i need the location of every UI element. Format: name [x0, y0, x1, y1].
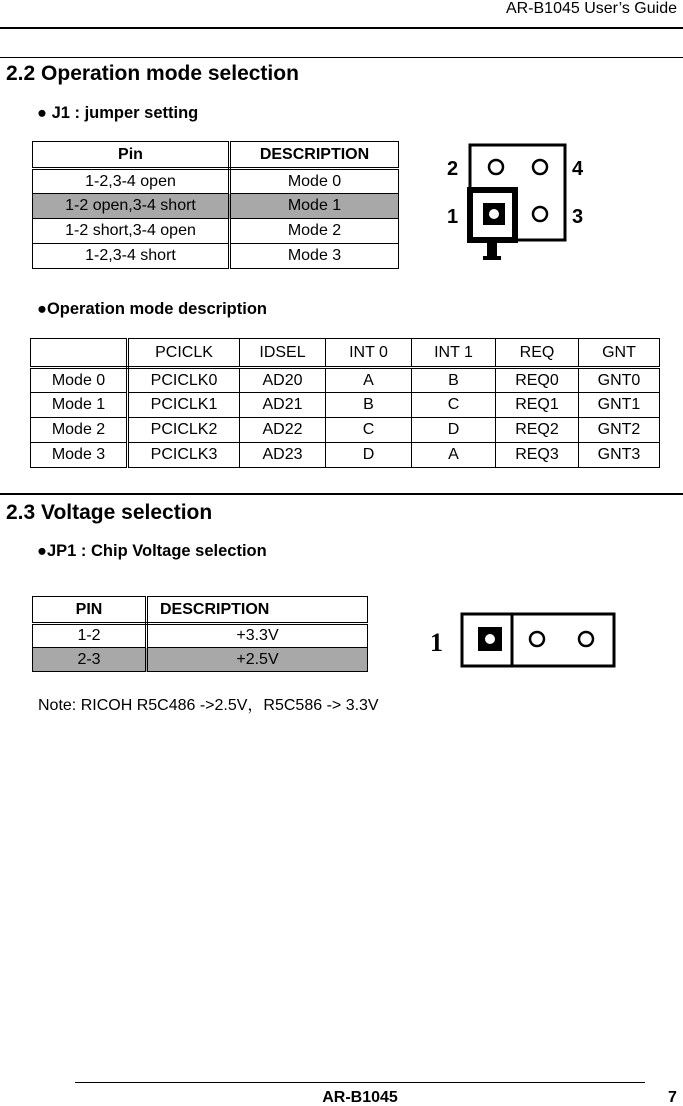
- bullet-icon: ●: [37, 300, 47, 318]
- j1-label: [37, 104, 198, 123]
- j1-label-text: J1 : jumper setting: [51, 104, 199, 122]
- jp1-label: [37, 542, 267, 561]
- table-cell: AD20: [240, 368, 326, 393]
- section-heading-2-3: 2.3 Voltage selection: [6, 501, 213, 524]
- pin-label: 2: [447, 158, 459, 180]
- table-cell: REQ2: [496, 418, 579, 443]
- table-cell: Mode 2: [31, 418, 128, 443]
- table-cell: GNT0: [579, 368, 660, 393]
- table-row: [33, 624, 368, 648]
- table-row: [33, 648, 368, 672]
- table-cell: REQ1: [496, 393, 579, 418]
- pin-label: 1: [430, 628, 443, 657]
- table-cell: PCICLK3: [128, 443, 240, 468]
- section-heading-2-2: 2.2 Operation mode selection: [6, 62, 299, 85]
- table-header: PCICLK: [128, 339, 240, 368]
- header-rule: [0, 27, 683, 29]
- table-header: DESCRIPTION: [230, 142, 399, 169]
- page-number: 7: [668, 1089, 677, 1106]
- section-rule: [0, 493, 683, 495]
- table-cell: B: [412, 368, 496, 393]
- table-cell: 1-2: [33, 624, 147, 648]
- table-header: Pin: [33, 142, 230, 169]
- table-row: [33, 244, 399, 269]
- table-cell: REQ3: [496, 443, 579, 468]
- table-cell: GNT3: [579, 443, 660, 468]
- pin-label: 3: [572, 206, 584, 228]
- table-cell: REQ0: [496, 368, 579, 393]
- table-cell: Mode 1: [31, 393, 128, 418]
- jp1-label-text: JP1 : Chip Voltage selection: [46, 542, 267, 560]
- pin-label: 1: [447, 206, 459, 228]
- table-cell: +2.5V: [147, 648, 368, 672]
- opmode-label-text: Operation mode description: [46, 300, 267, 318]
- table-cell: 2-3: [33, 648, 147, 672]
- table-header: [31, 339, 128, 368]
- bullet-icon: ●: [37, 542, 47, 560]
- table-cell: PCICLK2: [128, 418, 240, 443]
- table-row: [31, 418, 660, 443]
- table-header: DESCRIPTION: [147, 597, 368, 624]
- table-cell: B: [326, 393, 412, 418]
- table-cell: +3.3V: [147, 624, 368, 648]
- table-cell: Mode 2: [230, 219, 399, 244]
- table-cell: PCICLK1: [128, 393, 240, 418]
- table-cell: GNT2: [579, 418, 660, 443]
- table-cell: C: [412, 393, 496, 418]
- table-cell: 1-2,3-4 open: [33, 169, 230, 194]
- jp1-table: [32, 596, 368, 672]
- jp1-jumper-diagram: [425, 605, 625, 675]
- table-cell: 1-2 open,3-4 short: [33, 194, 230, 219]
- opmode-label: [37, 300, 267, 319]
- bullet-icon: ●: [37, 104, 52, 122]
- table-cell: D: [326, 443, 412, 468]
- opmode-table: [30, 338, 660, 468]
- table-cell: D: [412, 418, 496, 443]
- table-cell: Mode 3: [31, 443, 128, 468]
- table-cell: A: [412, 443, 496, 468]
- table-cell: 1-2,3-4 short: [33, 244, 230, 269]
- pin-label: 4: [572, 158, 584, 180]
- table-cell: Mode 0: [31, 368, 128, 393]
- table-cell: AD22: [240, 418, 326, 443]
- table-cell: PCICLK0: [128, 368, 240, 393]
- table-row: [31, 393, 660, 418]
- table-cell: 1-2 short,3-4 open: [33, 219, 230, 244]
- table-row: [33, 194, 399, 219]
- table-cell: A: [326, 368, 412, 393]
- table-row: [31, 443, 660, 468]
- page-header-title: AR-B1045 User’s Guide: [505, 0, 677, 17]
- table-header: PIN: [33, 597, 147, 624]
- table-cell: AD23: [240, 443, 326, 468]
- table-header: GNT: [579, 339, 660, 368]
- table-cell: GNT1: [579, 393, 660, 418]
- table-cell: Mode 1: [230, 194, 399, 219]
- section-rule: [0, 57, 683, 58]
- table-cell: AD21: [240, 393, 326, 418]
- j1-table: [32, 141, 399, 269]
- voltage-note: Note: RICOH R5C486 ->2.5V，R5C586 -> 3.3V: [38, 697, 379, 714]
- table-row: [33, 169, 399, 194]
- table-row: [31, 368, 660, 393]
- footer-rule: [75, 1082, 645, 1083]
- table-row: [33, 219, 399, 244]
- table-header: REQ: [496, 339, 579, 368]
- table-header: IDSEL: [240, 339, 326, 368]
- j1-jumper-diagram: [420, 130, 600, 270]
- footer-model: AR-B1045: [322, 1089, 398, 1106]
- table-cell: Mode 0: [230, 169, 399, 194]
- table-header: INT 0: [326, 339, 412, 368]
- table-cell: Mode 3: [230, 244, 399, 269]
- table-header: INT 1: [412, 339, 496, 368]
- table-cell: C: [326, 418, 412, 443]
